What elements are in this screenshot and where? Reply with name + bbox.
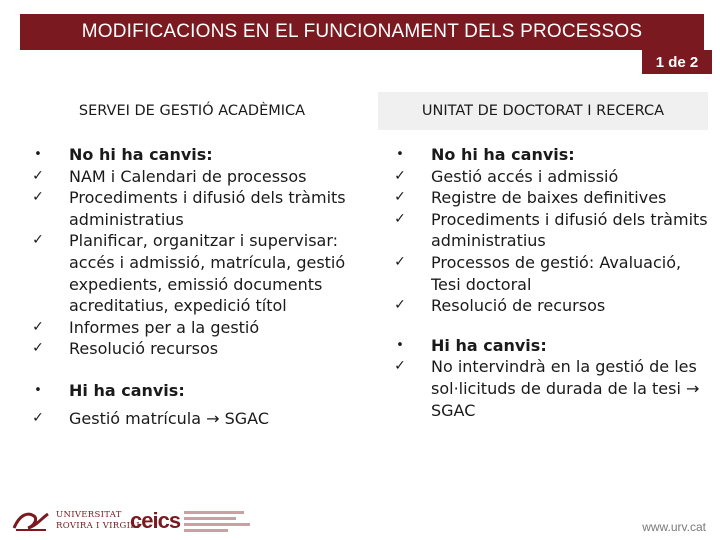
left-column-heading: SERVEI DE GESTIÓ ACADÈMICA	[42, 92, 342, 130]
check-icon: ✓	[394, 189, 406, 206]
list-item	[390, 209, 710, 252]
bullet-icon: •	[34, 147, 42, 162]
bullet-icon: •	[34, 382, 42, 398]
ceics-logo-lines	[184, 511, 250, 532]
check-icon: ✓	[32, 167, 44, 184]
list-item	[390, 252, 710, 295]
item-text: Resolució recursos	[69, 339, 219, 359]
check-icon: ✓	[394, 297, 406, 314]
item-text: No hi ha canvis:	[69, 145, 213, 164]
item-text: Processos de gestió: Avaluació, Tesi doctoral	[431, 252, 682, 294]
item-text: Procediments i difusió dels tràmits administratius	[431, 209, 708, 251]
check-icon: ✓	[32, 318, 44, 335]
item-text: Procediments i difusió dels tràmits administratius	[69, 188, 346, 229]
check-icon: ✓	[32, 232, 44, 249]
urv-logo	[12, 508, 140, 534]
check-icon: ✓	[32, 189, 44, 206]
right-column	[390, 144, 710, 421]
check-icon: ✓	[394, 210, 406, 227]
right-list-changes	[390, 335, 710, 421]
urv-logo-icon	[12, 508, 50, 534]
check-icon: ✓	[32, 340, 44, 357]
list-item	[28, 166, 358, 188]
logo-line: ROVIRA I VIRGILI	[56, 521, 140, 531]
list-item	[28, 408, 358, 430]
item-text: Gestió accés i admissió	[431, 166, 619, 186]
list-item	[28, 338, 358, 360]
website-url: www.urv.cat	[642, 520, 706, 534]
list-item	[390, 335, 710, 357]
list-item	[28, 230, 358, 316]
list-item	[390, 356, 710, 421]
logo-line: UNIVERSITAT	[56, 510, 122, 520]
list-item	[390, 166, 710, 188]
ceics-logo	[130, 508, 250, 534]
spacer	[390, 317, 710, 335]
check-icon: ✓	[394, 253, 406, 270]
item-text: Informes per a la gestió	[69, 317, 260, 337]
list-item	[28, 380, 358, 402]
list-item	[390, 295, 710, 317]
left-list	[28, 144, 358, 360]
item-text: Hi ha canvis:	[69, 380, 185, 400]
item-text: Registre de baixes definitives	[431, 188, 667, 208]
right-list	[390, 144, 710, 317]
page-indicator: 1 de 2	[642, 50, 712, 74]
list-item	[28, 144, 358, 166]
title-bar	[20, 14, 704, 50]
check-icon: ✓	[394, 167, 406, 184]
left-list-changes	[28, 380, 358, 429]
right-column-heading: UNITAT DE DOCTORAT I RECERCA	[378, 92, 708, 130]
ceics-logo-text: ceics	[130, 508, 181, 533]
list-item	[28, 187, 358, 230]
list-item	[390, 144, 710, 166]
list-item	[390, 187, 710, 209]
logo-line-graphic	[184, 517, 236, 520]
spacer	[28, 360, 358, 380]
logo-line-graphic	[184, 529, 228, 532]
item-text: Gestió matrícula → SGAC	[69, 408, 270, 428]
bullet-icon: •	[396, 147, 404, 162]
item-text: NAM i Calendari de processos	[69, 166, 307, 186]
check-icon: ✓	[394, 358, 406, 375]
bullet-icon: •	[396, 337, 404, 353]
check-icon: ✓	[32, 409, 44, 426]
slide-title: MODIFICACIONS EN EL FUNCIONAMENT DELS PROCESSOS	[81, 21, 643, 42]
logo-line-graphic	[184, 523, 250, 526]
left-column	[28, 144, 358, 429]
item-text: No intervindrà en la gestió de les sol·licituds de durada de la tesi → SGAC	[431, 357, 700, 420]
urv-logo-text	[56, 510, 140, 532]
item-text: No hi ha canvis:	[431, 145, 575, 164]
item-text: Hi ha canvis:	[431, 335, 547, 355]
item-text: Resolució de recursos	[431, 296, 606, 316]
item-text: Planificar, organitzar i supervisar: accés i admissió, matrícula, gestió expedients, emissió documents acreditatius, expedició títol	[69, 231, 346, 316]
logo-line-graphic	[184, 511, 244, 514]
list-item	[28, 317, 358, 339]
